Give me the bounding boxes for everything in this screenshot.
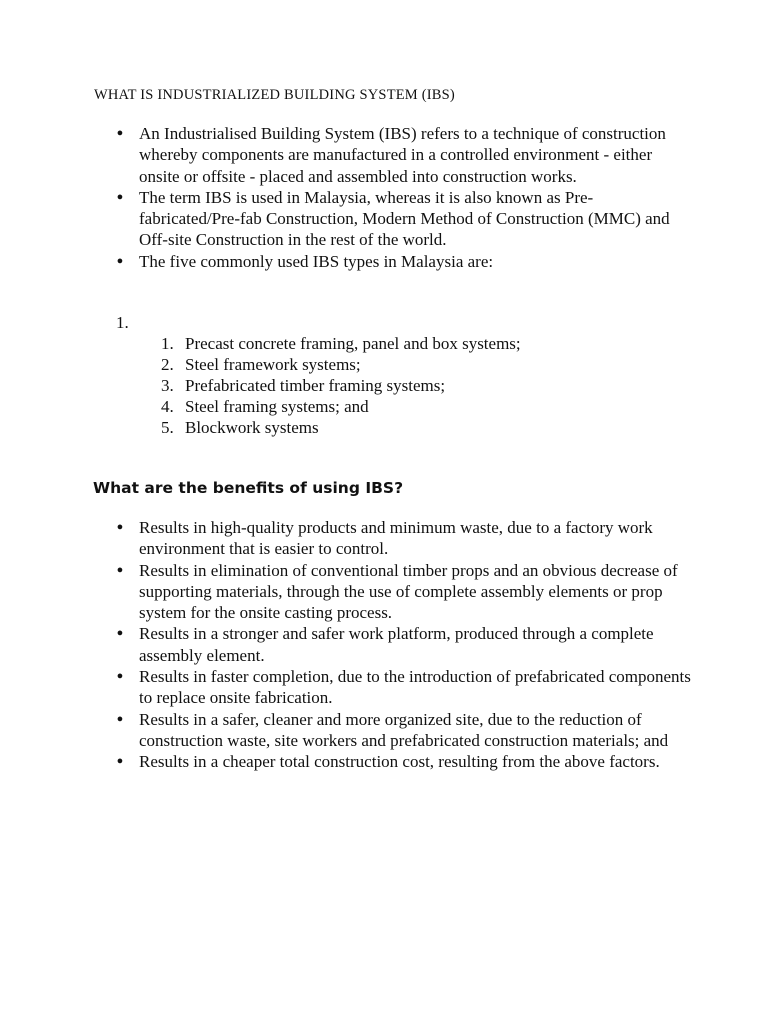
section-title-ibs: WHAT IS INDUSTRIALIZED BUILDING SYSTEM (IBS): [94, 87, 455, 103]
list-item: [114, 709, 694, 752]
list-item: [114, 517, 694, 560]
list-item-text: Results in faster completion, due to the introduction of prefabricated components to replace onsite fabrication.: [139, 667, 691, 708]
list-item: [161, 396, 521, 417]
list-item-text: Results in a cheaper total construction cost, resulting from the above factors.: [139, 752, 660, 772]
list-item: [114, 123, 694, 187]
bullet-icon: ●: [116, 521, 124, 533]
outer-list-number: 1.: [116, 313, 129, 332]
list-item-text: Results in a stronger and safer work platform, produced through a complete assembly element.: [139, 624, 654, 665]
list-item-text: Steel framing systems; and: [185, 397, 369, 416]
list-item-text: Precast concrete framing, panel and box systems;: [185, 334, 521, 353]
list-item-text: An Industrialised Building System (IBS) refers to a technique of construction whereby components are manufactured in a controlled environment - either onsite or offsite - placed and assembled into construction works.: [139, 124, 666, 186]
list-item: [161, 417, 521, 438]
bullet-icon: ●: [116, 127, 124, 139]
bullet-icon: ●: [116, 627, 124, 640]
bullet-icon: ●: [116, 712, 124, 725]
list-item-number: 3.: [161, 376, 174, 395]
bullet-icon: ●: [116, 755, 124, 768]
list-item: [114, 560, 694, 624]
bullet-icon: ●: [116, 670, 124, 683]
list-item-text: Results in a safer, cleaner and more organized site, due to the reduction of construction waste, site workers and prefabricated construction materials; and: [139, 709, 669, 750]
list-item: [161, 375, 521, 396]
bullet-icon: ●: [116, 190, 124, 203]
list-item-text: Results in elimination of conventional timber props and an obvious decrease of supporting materials, through the use of complete assembly elements or prop system for the onsite casting process.: [139, 560, 678, 623]
list-item-number: 1.: [161, 334, 174, 353]
list-item-number: 2.: [161, 355, 174, 374]
benefits-list: [114, 517, 694, 773]
list-item-number: 5.: [161, 418, 174, 437]
list-item: [114, 751, 694, 772]
list-item-text: Results in high-quality products and minimum waste, due to a factory work environment that is easier to control.: [139, 518, 653, 559]
list-item: [161, 354, 521, 375]
list-item-text: The term IBS is used in Malaysia, whereas it is also known as Pre-fabricated/Pre-fab Construction, Modern Method of Construction (MMC) and Off-site Construction in the rest of the world.: [139, 187, 670, 250]
list-item: [114, 666, 694, 709]
section-title-benefits: What are the benefits of using IBS?: [93, 479, 404, 497]
ibs-types-list: [161, 333, 521, 438]
list-item-text: Prefabricated timber framing systems;: [185, 376, 446, 395]
list-item: [114, 187, 694, 251]
bullet-icon: ●: [116, 254, 124, 267]
list-item: [161, 333, 521, 354]
list-item-text: The five commonly used IBS types in Malaysia are:: [139, 251, 494, 271]
bullet-icon: ●: [116, 563, 124, 576]
ibs-definition-list: [114, 123, 694, 272]
list-item: [114, 251, 694, 272]
list-item-text: Steel framework systems;: [185, 355, 361, 374]
list-item-text: Blockwork systems: [185, 418, 319, 437]
list-item: [114, 623, 694, 666]
list-item-number: 4.: [161, 397, 174, 416]
